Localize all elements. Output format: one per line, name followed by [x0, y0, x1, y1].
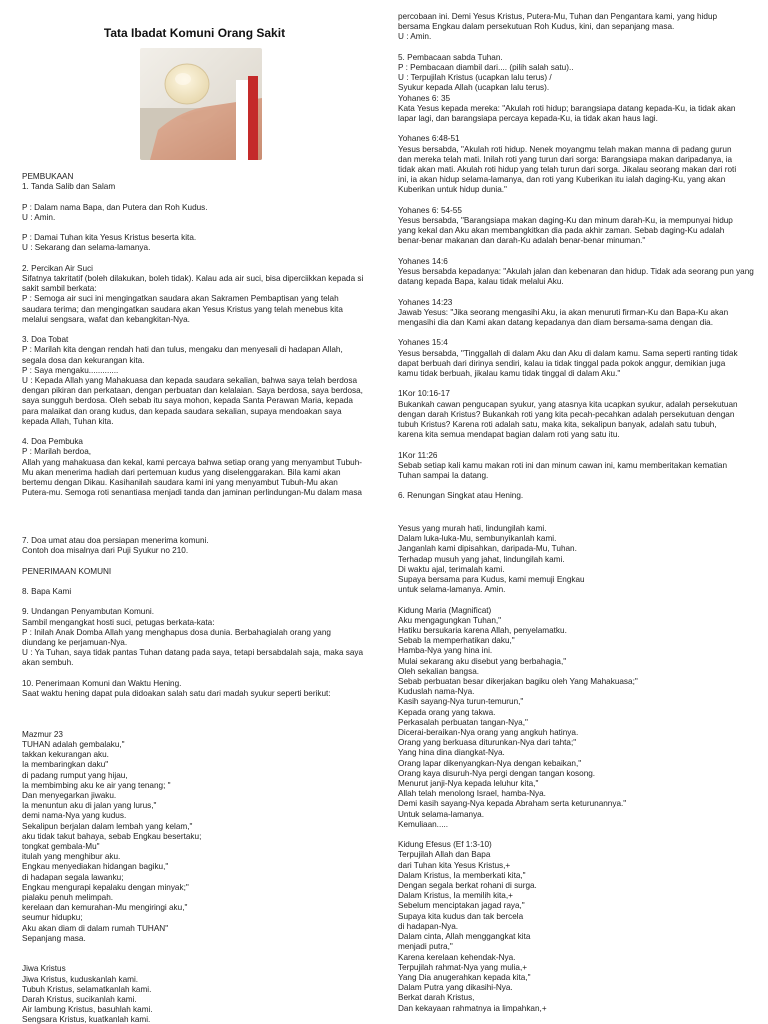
- text-line: [398, 287, 758, 297]
- text-line: P : Saya mengaku.............: [22, 365, 119, 375]
- text-line: saya sungguh berdosa. Oleh sebab itu saya mohon, kepada Santa Perawan Maria, kepada: [22, 396, 353, 406]
- text-line: Berkat darah Kristus,: [398, 993, 475, 1003]
- text-line: dan mereka telah mati. Inilah roti yang turun dari sorga: Barangsiapa makan daripadanya, ia: [398, 154, 733, 164]
- text-line: Terpujilah Allah dan Bapa: [398, 850, 491, 860]
- text-line: [22, 427, 382, 437]
- text-line: TUHAN adalah gembalaku,": [22, 739, 125, 749]
- text-line: Sebab perbuatan besar dikerjakan bagiku oleh Yang Mahakuasa;": [398, 677, 638, 687]
- text-line: Kidung Maria (Magnificat): [398, 605, 492, 615]
- text-line: [22, 325, 382, 335]
- text-line: aku tidak takut bahaya, sebab Engkau besertaku;: [22, 831, 202, 841]
- text-line: Mazmur 23: [22, 729, 63, 739]
- text-line: Jawab Yesus: "Jika seorang mengasihi Aku, ia akan menuruti firman-Ku dan Bapa-Ku akan: [398, 307, 729, 317]
- text-line: 1Kor 10:16-17: [398, 389, 450, 399]
- text-line: menjadi putra,": [398, 942, 453, 952]
- text-line: [22, 720, 382, 730]
- text-line: Yohanes 6:48-51: [398, 134, 460, 144]
- text-line: Kata Yesus kepada mereka: "Akulah roti hidup; barangsiapa datang kepada-Ku, ia tidak akan: [398, 103, 736, 113]
- text-line: mengasihi dia dan Kami akan datang kepadanya dan diam bersama-sama dengan dia.: [398, 318, 713, 328]
- text-line: kerelaan dan kemurahan-Mu mengiringi aku,": [22, 903, 188, 913]
- text-line: Kuduslah nama-Nya.: [398, 687, 475, 697]
- text-line: para malaikat dan orang kudus, dan kepada saudara sekalian, supaya mendoakan saya: [22, 406, 342, 416]
- text-line: Ia membimbing aku ke air yang tenang; ": [22, 780, 171, 790]
- text-line: sakit sambil berkata:: [22, 284, 97, 294]
- text-line: Sambil mengangkat hosti suci, petugas berkata-kata:: [22, 617, 215, 627]
- text-line: percobaan ini. Demi Yesus Kristus, Putera-Mu, Tuhan dan Pengantara kami, yang hidup: [398, 12, 718, 21]
- text-line: Karena kerelaan kehendak-Nya.: [398, 952, 516, 962]
- text-line: tongkat gembala-Mu": [22, 841, 100, 851]
- text-line: 8. Bapa Kami: [22, 586, 72, 596]
- text-line: U : Amin.: [398, 32, 432, 42]
- text-line: ini, ia akan hidup selama-lamanya, dan roti yang Kuberikan itu ialah daging-Ku, yang akan: [398, 175, 726, 185]
- text-line: Supaya kita kudus dan tak bercela: [398, 911, 524, 921]
- text-line: karena kita semua mendapat bagian dalam roti yang satu itu.: [398, 430, 620, 440]
- text-line: P : Dalam nama Bapa, dan Putera dan Roh Kudus.: [22, 202, 208, 212]
- text-line: Ia menuntun aku di jalan yang lurus,": [22, 801, 157, 811]
- text-line: [398, 379, 758, 389]
- text-line: Dalam Kristus, Ia memberkati kita,": [398, 870, 526, 880]
- text-line: Orang lapar dikenyangkan-Nya dengan kebaikan,": [398, 758, 582, 768]
- text-line: U : Terpujilah Kristus (ucapkan lalu terus) /: [398, 73, 552, 83]
- text-line: [22, 577, 382, 587]
- text-line: seumur hidupku;: [22, 913, 83, 923]
- text-line: Sengsara Kristus, kuatkanlah kami.: [22, 1015, 151, 1024]
- text-line: 2. Percikan Air Suci: [22, 263, 93, 273]
- text-line: Oleh sekalian bangsa.: [398, 666, 480, 676]
- text-line: [22, 254, 382, 264]
- text-line: tubuh Kristus? Karena roti adalah satu, maka kita, sekalipun banyak, adalah satu tubuh,: [398, 420, 717, 430]
- text-line: takkan kekurangan aku.: [22, 750, 109, 760]
- communion-host-image: [140, 48, 262, 160]
- text-line: Sebelum menciptakan jagad raya,": [398, 901, 525, 911]
- text-line: Yohanes 6: 35: [398, 93, 451, 103]
- text-line: Untuk selama-lamanya.: [398, 809, 485, 819]
- text-line: Sebab setiap kali kamu makan roti ini dan minum cawan ini, kamu memberitakan kematian: [398, 460, 728, 470]
- text-line: [398, 196, 758, 206]
- text-line: Sekalipun berjalan dalam lembah yang kelam,": [22, 821, 193, 831]
- text-line: Yohanes 6: 54-55: [398, 205, 462, 215]
- text-line: U : Sekarang dan selama-lamanya.: [22, 243, 151, 253]
- text-line: P : Damai Tuhan kita Yesus Kristus beserta kita.: [22, 233, 197, 243]
- page-2: [0, 512, 768, 1024]
- text-line: [22, 192, 382, 202]
- text-line: Engkau menyediakan hidangan bagiku,": [22, 862, 169, 872]
- text-line: P : Semoga air suci ini mengingatkan saudara akan Sakramen Pembaptisan yang telah: [22, 294, 339, 304]
- text-line: [22, 597, 382, 607]
- page-1-left-column: [22, 172, 382, 498]
- text-line: Darah Kristus, sucikanlah kami.: [22, 995, 137, 1004]
- text-line: U : Ya Tuhan, saya tidak pantas Tuhan datang pada saya, tetapi bersabdalah saja, maka saya: [22, 648, 364, 658]
- text-line: 3. Doa Tobat: [22, 335, 69, 345]
- text-line: [22, 699, 382, 709]
- page-2-left-column: [22, 536, 382, 1024]
- text-line: dengan pikiran dan perkataan, dengan perbuatan dan kelalaian. Saya berdosa, saya berdosa,: [22, 386, 363, 396]
- text-line: di hadapan segala lawanku;: [22, 872, 124, 882]
- text-line: benar-benar makanan dan darah-Ku adalah benar-benar minuman.": [398, 236, 646, 246]
- text-line: Terpujilah rahmat-Nya yang mulia,+: [398, 962, 528, 972]
- text-line: Contoh doa misalnya dari Puji Syukur no 210.: [22, 546, 189, 556]
- text-line: Ia membaringkan daku": [22, 760, 109, 770]
- text-line: Mulai sekarang aku disebut yang berbahagia,": [398, 656, 567, 666]
- text-line: [398, 481, 758, 491]
- text-line: Jiwa Kristus: [22, 964, 66, 974]
- text-line: 1. Tanda Salib dan Salam: [22, 182, 116, 192]
- text-line: [398, 440, 758, 450]
- text-line: 1Kor 11:26: [398, 450, 438, 460]
- text-line: 4. Doa Pembuka: [22, 437, 83, 447]
- text-line: [398, 247, 758, 257]
- text-line: PENERIMAAN KOMUNI: [22, 566, 112, 576]
- text-line: Yesus bersabda, "Tinggallah di dalam Aku dan Aku di dalam kamu. Sama seperti ranting tidak: [398, 348, 738, 358]
- text-line: Kepada orang yang takwa.: [398, 707, 496, 717]
- text-line: [22, 556, 382, 566]
- text-line: Yang Dia anugerahkan kepada kita,": [398, 972, 531, 982]
- text-line: Supaya bersama para Kudus, kami memuji Engkau: [398, 575, 585, 585]
- text-line: di hadapan-Nya.: [398, 921, 459, 931]
- text-line: 5. Pembacaan sabda Tuhan.: [398, 52, 503, 62]
- text-line: [22, 709, 382, 719]
- document-title: Tata Ibadat Komuni Orang Sakit: [103, 26, 286, 40]
- text-line: pialaku penuh melimpah.: [22, 893, 114, 902]
- text-line: Yesus bersabda, "Barangsiapa makan daging-Ku dan minum darah-Ku, ia mempunyai hidup: [398, 216, 733, 226]
- text-line: Sebab Ia memperhatikan daku,": [398, 636, 515, 646]
- text-line: Tubuh Kristus, selamatkanlah kami.: [22, 984, 152, 994]
- text-line: bersama Engkau dalam persekutuan Roh Kudus, kini, dan sepanjang masa.: [398, 22, 675, 32]
- text-line: dari Tuhan kita Yesus Kristus,+: [398, 860, 511, 870]
- text-line: Dalam cinta, Allah menggangkat kita: [398, 932, 531, 942]
- communion-host-photo: [140, 48, 262, 160]
- text-line: 10. Penerimaan Komuni dan Waktu Hening.: [22, 678, 182, 688]
- text-line: 9. Undangan Penyambutan Komuni.: [22, 607, 154, 617]
- text-line: dapat berbuah dari dirinya sendiri, kalau ia tidak tinggal pada pokok anggur, demikian juga: [398, 358, 726, 368]
- page-1-right-column: [398, 12, 758, 502]
- text-line: melalui sengsara, wafat dan kebangkitan-Nya.: [22, 314, 190, 324]
- text-line: datang kepada Bapa, kalau tidak melalui Aku.: [398, 277, 564, 287]
- text-line: Saat waktu hening dapat pula didoakan salah satu dari madah syukur seperti berikut:: [22, 688, 331, 698]
- text-line: tidak akan mati. Akulah roti hidup yang telah turun dari sorga. Jikalau seorang makan dari roti: [398, 165, 737, 175]
- text-line: Sifatnya takritatif (boleh dilakukan, boleh tidak). Kalau ada air suci, bisa diperciikkan kepada si: [22, 273, 364, 283]
- text-line: P : Pembacaan diambil dari.... (pilih salah satu)..: [398, 63, 574, 72]
- text-line: Dan menyegarkan jiwaku.: [22, 790, 117, 800]
- text-line: Sepanjang masa.: [22, 933, 86, 943]
- text-line: [22, 944, 382, 954]
- text-line: Dalam luka-luka-Mu, sembunyikanlah kami.: [398, 534, 557, 544]
- text-line: [22, 954, 382, 964]
- text-line: Yesus bersabda, "Akulah roti hidup. Nenek moyangmu telah makan manna di padang gurun: [398, 144, 732, 154]
- text-line: Yesus bersabda kepadanya: "Akulah jalan dan kebenaran dan hidup. Tidak ada seorang pun yang: [398, 267, 754, 277]
- text-line: Dalam Kristus, Ia memilih kita,+: [398, 891, 513, 901]
- text-line: [398, 43, 758, 53]
- text-line: U : Amin.: [22, 212, 56, 222]
- text-line: Demi kasih sayang-Nya kepada Abraham serta keturunannya.": [398, 799, 627, 809]
- text-line: Aku mengagungkan Tuhan,": [398, 615, 502, 625]
- text-line: Orang yang berkuasa diturunkan-Nya dari tahta;": [398, 738, 577, 748]
- text-line: kamu tidak berbuah, jikalau kamu tidak tinggal di dalam Aku.": [398, 369, 621, 379]
- text-line: Putera-mu. Semoga roti senantiasa menjadi tanda dan jaminan perlindungan-Mu dalam masa: [22, 488, 362, 498]
- text-line: saudara terima; dan mengingatkan saudara akan Yesus Kristus yang telah menebus kita: [22, 304, 343, 314]
- text-line: Orang kaya disuruh-Nya pergi dengan tangan kosong.: [398, 768, 596, 778]
- text-line: Hatiku bersukaria karena Allah, penyelamatku.: [398, 626, 567, 636]
- text-line: Dicerai-beraikan-Nya orang yang angkuh hatinya.: [398, 728, 579, 738]
- text-line: demi nama-Nya yang kudus.: [22, 811, 127, 821]
- text-line: Terhadap musuh yang jahat, lindungilah kami.: [398, 554, 565, 564]
- text-line: [22, 223, 382, 233]
- text-line: lapar lagi, dan barangsiapa percaya kepada-Ku, ia tidak akan haus lagi.: [398, 114, 658, 124]
- text-line: Mu akan menerima hadiah dari pertemuan kudus yang diselenggarakan. Bila kami akan: [22, 467, 341, 477]
- text-line: 6. Renungan Singkat atau Hening.: [398, 491, 524, 501]
- text-line: Menurut janji-Nya kepada leluhur kita,": [398, 779, 539, 789]
- text-line: yang kekal dan Aku akan membangkitkan dia pada akhir zaman. Sebab daging-Ku adalah: [398, 226, 725, 236]
- text-line: Yang hina dina diangkat-Nya.: [398, 748, 505, 758]
- text-line: Allah yang mahakuasa dan kekal, kami percaya bahwa setiap orang yang menyambut Tubuh-: [22, 457, 362, 467]
- text-line: 7. Doa umat atau doa persiapan menerima komuni.: [22, 536, 209, 545]
- text-line: Air lambung Kristus, basuhlah kami.: [22, 1005, 153, 1015]
- text-line: PEMBUKAAN: [22, 172, 74, 181]
- text-line: Di waktu ajal, terimalah kami.: [398, 564, 505, 574]
- text-line: kepada Allah, Tuhan kita.: [22, 416, 114, 426]
- text-line: [398, 830, 758, 840]
- text-line: P : Inilah Anak Domba Allah yang menghapus dosa dunia. Berbahagialah orang yang: [22, 627, 331, 637]
- text-line: Kuberikan untuk hidup dunia.": [398, 185, 507, 195]
- text-line: bertemu dengan Dikau. Kasihanilah saudara kami ini yang menyambut Tubuh-Mu akan: [22, 478, 338, 488]
- text-line: untuk selama-lamanya. Amin.: [398, 585, 506, 595]
- text-line: Kidung Efesus (Ef 1:3-10): [398, 840, 492, 850]
- text-line: Tuhan sampai Ia datang.: [398, 471, 489, 481]
- text-line: itulah yang menghibur aku.: [22, 852, 121, 862]
- text-line: Jiwa Kristus, kuduskanlah kami.: [22, 974, 139, 984]
- text-line: Dan kekayaan rahmatnya ia limpahkan,+: [398, 1003, 547, 1013]
- text-line: Janganlah kami dipisahkan, daripada-Mu, Tuhan.: [398, 544, 577, 554]
- text-line: diundang ke perjamuan-Nya.: [22, 637, 128, 647]
- text-line: Kasih sayang-Nya turun-temurun,": [398, 697, 524, 707]
- text-line: P : Marilah kita dengan rendah hati dan tulus, mengaku dan menyesali di hadapan Allah,: [22, 345, 343, 355]
- text-line: [22, 669, 382, 679]
- text-line: Yohanes 14:6: [398, 256, 448, 266]
- text-line: Yohanes 15:4: [398, 338, 448, 348]
- text-line: Perkasalah perbuatan tangan-Nya,": [398, 717, 528, 727]
- text-line: Engkau mengurapi kepalaku dengan minyak;": [22, 882, 189, 892]
- text-line: Syukur kepada Allah (ucapkan lalu terus).: [398, 83, 550, 93]
- text-line: Yohanes 14:23: [398, 297, 453, 307]
- text-line: Bukankah cawan pengucapan syukur, yang atasnya kita ucapkan syukur, adalah persekutuan: [398, 399, 738, 409]
- text-line: U : Kepada Allah yang Mahakuasa dan kepada saudara sekalian, bahwa saya telah berdosa: [22, 376, 358, 385]
- text-line: [398, 328, 758, 338]
- text-line: Hamba-Nya yang hina ini.: [398, 646, 493, 656]
- text-line: Yesus yang murah hati, lindungilah kami.: [398, 524, 547, 533]
- text-line: Allah telah menolong Israel, hamba-Nya.: [398, 789, 546, 799]
- text-line: [398, 124, 758, 134]
- text-line: segala dosa dan kekurangan kita.: [22, 355, 145, 365]
- text-line: akan sembuh.: [22, 658, 74, 668]
- text-line: Aku akan diam di dalam rumah TUHAN": [22, 923, 169, 933]
- text-line: Kemuliaan.....: [398, 819, 449, 829]
- text-line: Dalam Putra yang dikasihi-Nya.: [398, 983, 513, 993]
- text-line: dengan darah Kristus? Bukankah roti yang kita pecah-pecahkan adalah persekutuan dengan: [398, 409, 735, 419]
- page-2-right-column: [398, 524, 758, 1014]
- text-line: [398, 595, 758, 605]
- text-line: Dengan segala berkat rohani di surga.: [398, 881, 537, 891]
- text-line: di padang rumput yang hijau,: [22, 770, 128, 780]
- text-line: P : Marilah berdoa,: [22, 447, 92, 457]
